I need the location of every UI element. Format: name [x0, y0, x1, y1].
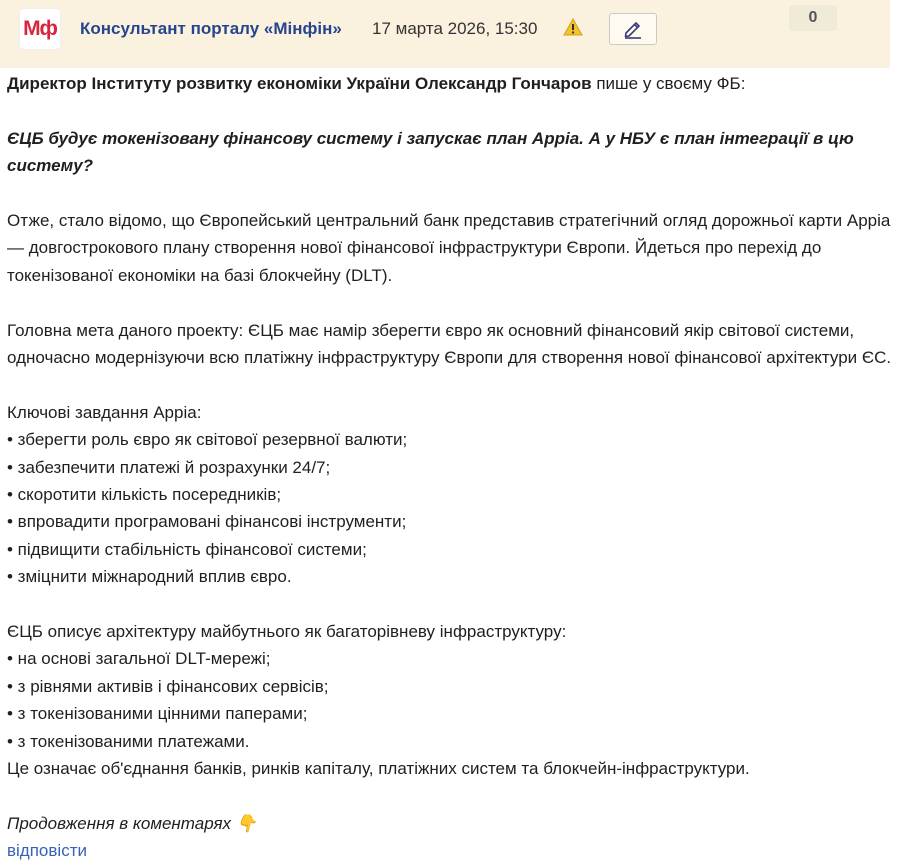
architecture-title: ЄЦБ описує архітектуру майбутнього як багаторівневу інфраструктуру: [7, 622, 567, 642]
pencil-icon [622, 18, 644, 40]
post-header [0, 0, 890, 68]
list-item: • з токенізованими цінними паперами; [7, 704, 308, 724]
list-item: • забезпечити платежі й розрахунки 24/7; [7, 457, 331, 477]
post-datetime: 17 марта 2026, 15:30 [372, 19, 538, 38]
list-item: • скоротити кількість посередників; [7, 485, 282, 505]
tasks-title: Ключові завдання Appia: [7, 402, 202, 422]
list-item: • з рівнями активів і фінансових сервісів; [7, 676, 329, 696]
post-body [7, 70, 892, 865]
intro-line [7, 70, 892, 97]
author-name[interactable]: Консультант порталу «Мінфін» [80, 19, 342, 38]
architecture-summary: Це означає об'єднання банків, ринків капіталу, платіжних систем та блокчейн-інфраструктури. [7, 759, 750, 779]
post-headline: ЄЦБ будує токенізовану фінансову систему і запускає план Appia. А у НБУ є план інтеграції в цю систему? [7, 128, 854, 176]
like-counter[interactable]: 0 [789, 5, 837, 31]
reply-link[interactable]: відповісти [7, 841, 87, 861]
list-item: • впровадити програмовані фінансові інструменти; [7, 512, 407, 532]
list-item: • зміцнити міжнародний вплив євро. [7, 567, 292, 587]
warning-icon[interactable] [563, 18, 583, 36]
continuation-note: Продовження в коментарях 👇 [7, 813, 257, 833]
list-item: • зберегти роль євро як світової резервної валюти; [7, 430, 408, 450]
avatar[interactable]: Мф [20, 9, 60, 49]
intro-author: Директор Інституту розвитку економіки України Олександр Гончаров [7, 74, 592, 93]
list-item: • на основі загальної DLT-мережі; [7, 649, 271, 669]
paragraph-1: Отже, стало відомо, що Європейський центральний банк представив стратегічний огляд дорожньої карти Appia — довгострокового плану створення нової фінансової інфраструктури Європи. Йдеться про перехід до токенізованої економіки на базі блокчейну (DLT). [7, 211, 891, 285]
list-item: • з токенізованими платежами. [7, 731, 250, 751]
list-item: • підвищити стабільність фінансової системи; [7, 539, 367, 559]
edit-button[interactable] [609, 13, 657, 45]
intro-rest: пише у своєму ФБ: [591, 74, 746, 93]
paragraph-2: Головна мета даного проекту: ЄЦБ має намір зберегти євро як основний фінансовий якір світової системи, одночасно модернізуючи всю платіжну інфраструктуру Європи для створення нової фінансової архітектури ЄС. [7, 320, 892, 368]
